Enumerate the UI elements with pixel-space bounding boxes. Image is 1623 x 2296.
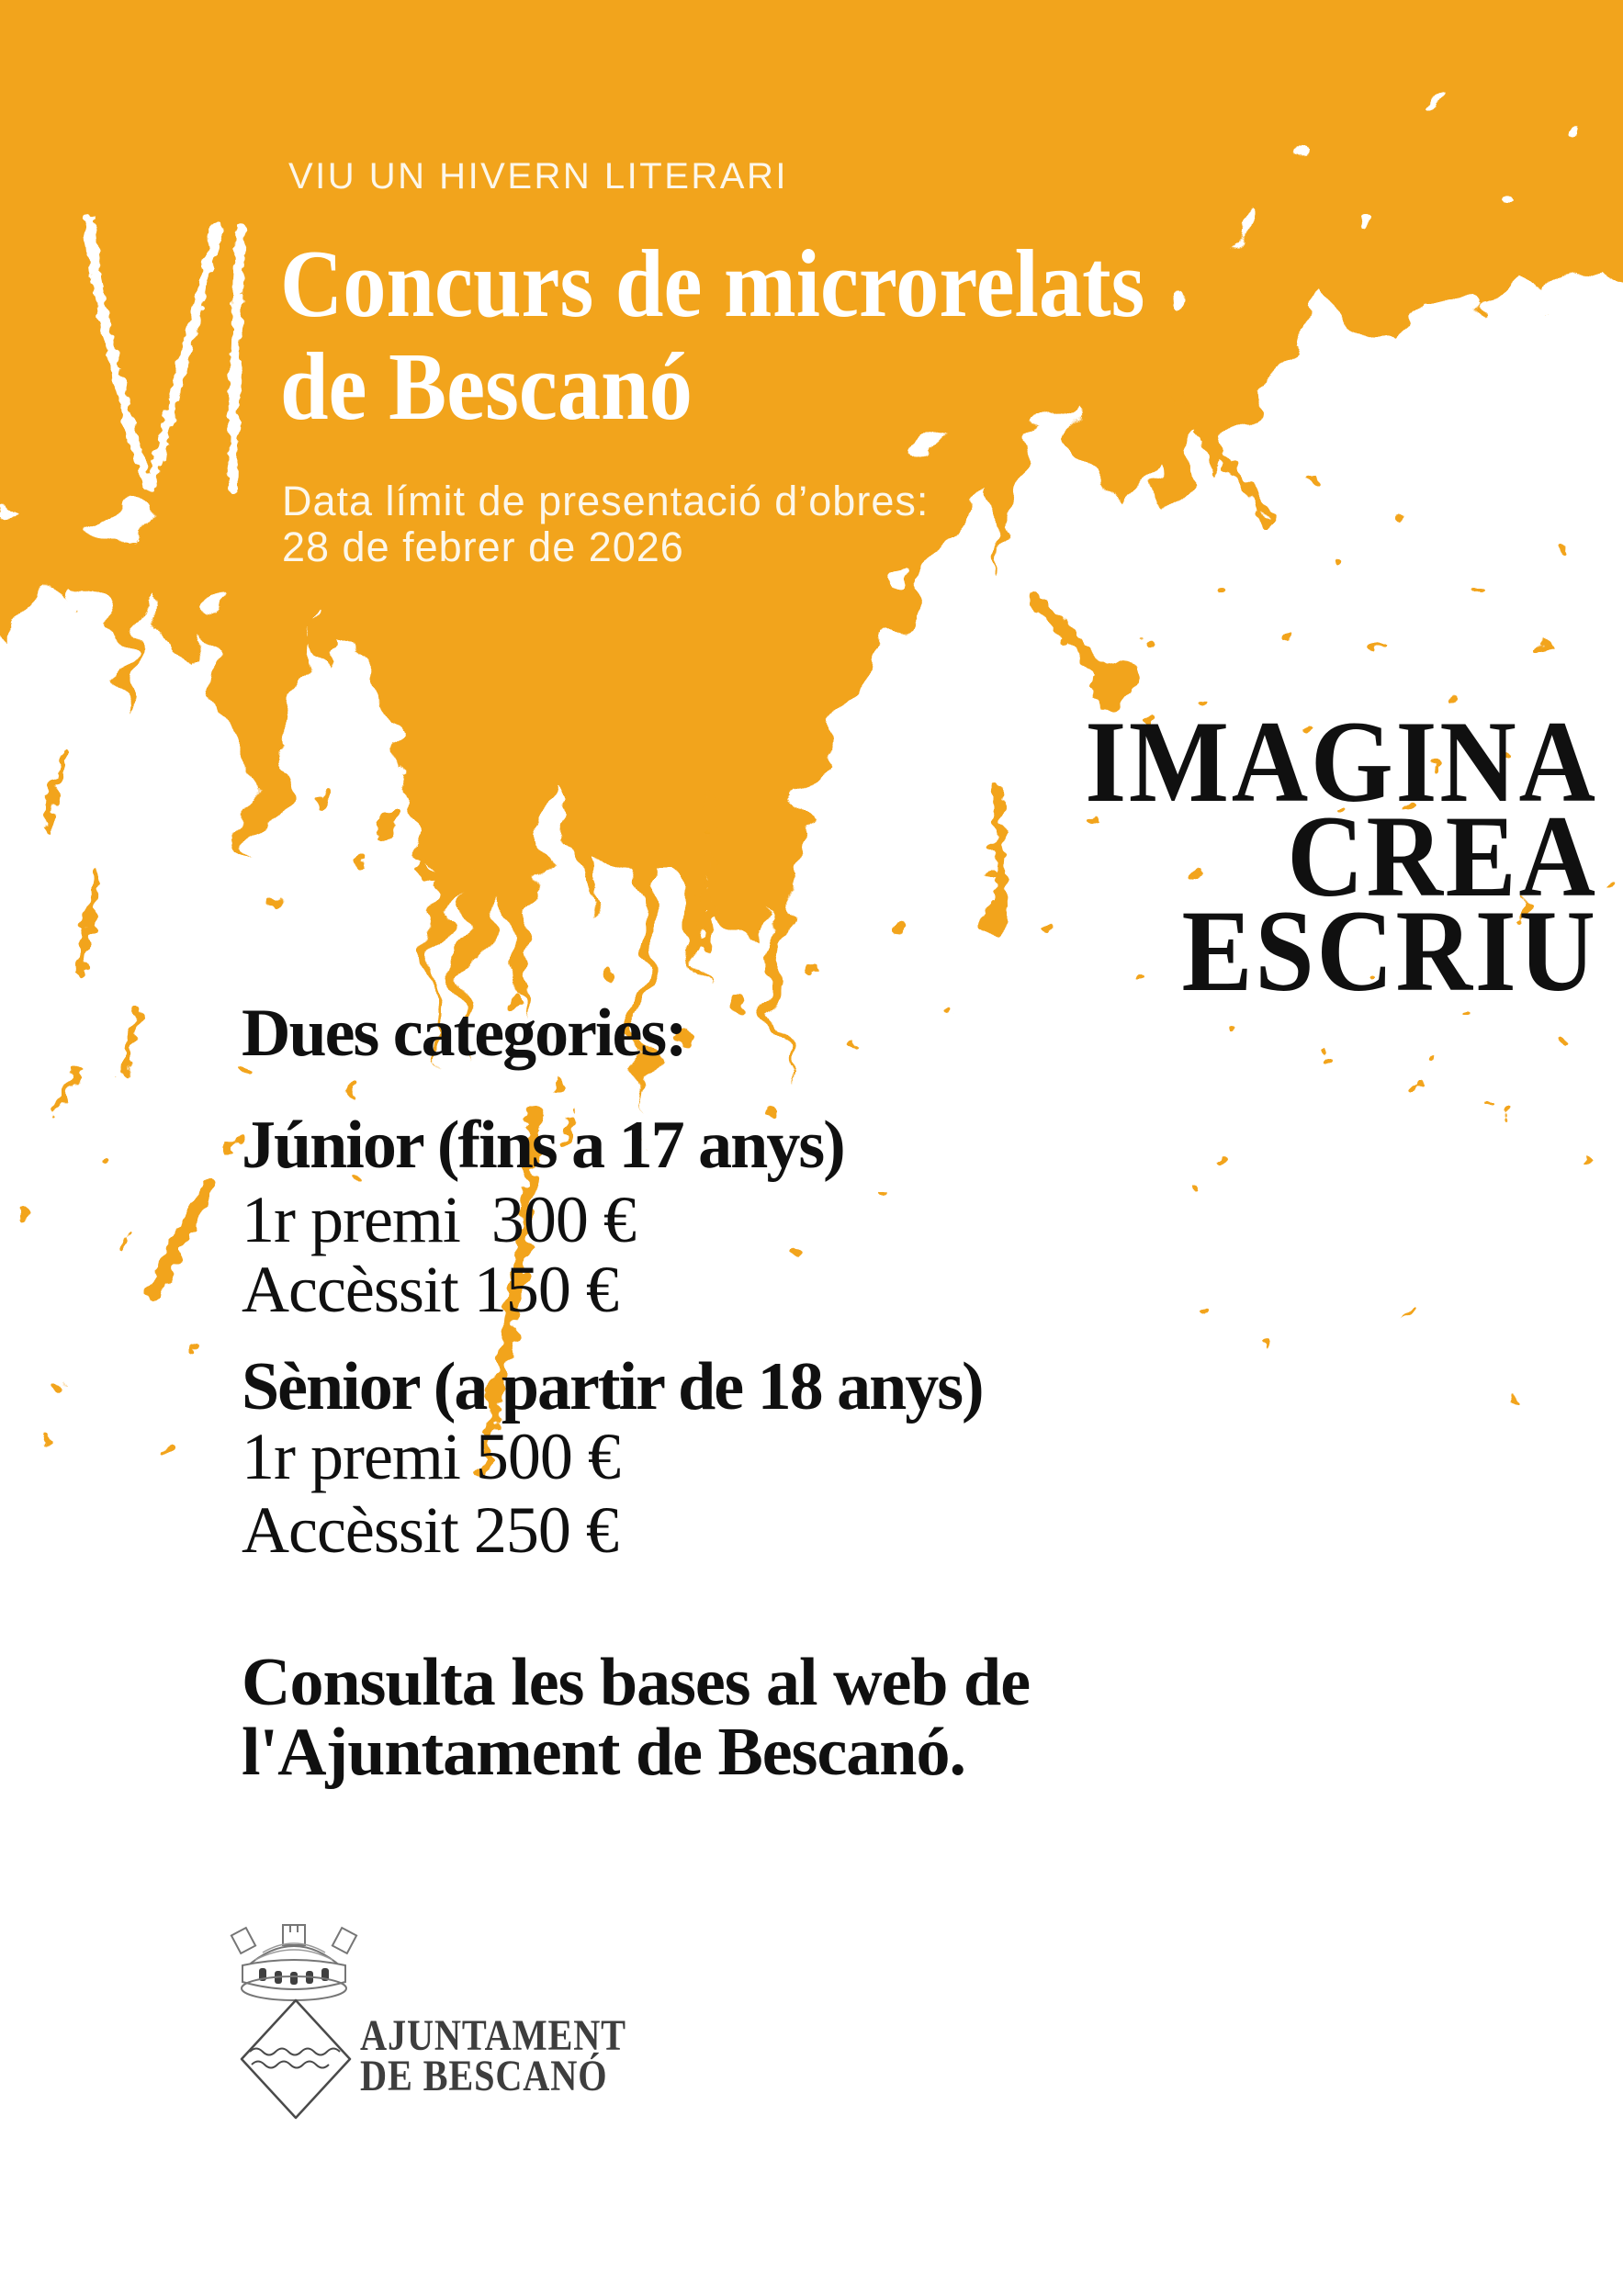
senior-runnerup-prize: Accèssit 250 € (242, 1493, 618, 1567)
eyebrow-tagline: VIU UN HIVERN LITERARI (288, 156, 788, 197)
footer-note-line1: Consulta les bases al web de (242, 1645, 1031, 1720)
slogan-word-escriu: ESCRIU (1181, 887, 1598, 1016)
junior-runnerup-prize: Accèssit 150 € (242, 1253, 618, 1326)
deadline-line2: 28 de febrer de 2026 (282, 523, 684, 570)
crown-icon (231, 1925, 356, 2000)
junior-category-name: Júnior (fins a 17 anys) (242, 1108, 844, 1183)
poster-title-line2: de Bescanó (280, 332, 693, 440)
slogan-word-imagina: IMAGINA (1085, 698, 1598, 827)
logo-org-line1: AJUNTAMENT (360, 2011, 626, 2060)
poster-title-line1: Concurs de microrelats (280, 230, 1145, 337)
categories-heading: Dues categories: (242, 996, 686, 1071)
deadline-line1: Data límit de presentació d’obres: (282, 478, 930, 524)
junior-first-prize: 1r premi 300 € (242, 1183, 636, 1256)
slogan-word-crea: CREA (1287, 793, 1598, 921)
footer-note-line2: l'Ajuntament de Bescanó. (242, 1715, 965, 1790)
senior-category-name: Sènior (a partir de 18 anys) (242, 1349, 983, 1424)
shield-icon (242, 2000, 350, 2118)
senior-first-prize: 1r premi 500 € (242, 1420, 620, 1493)
logo-org-line2: DE BESCANÓ (360, 2052, 608, 2100)
